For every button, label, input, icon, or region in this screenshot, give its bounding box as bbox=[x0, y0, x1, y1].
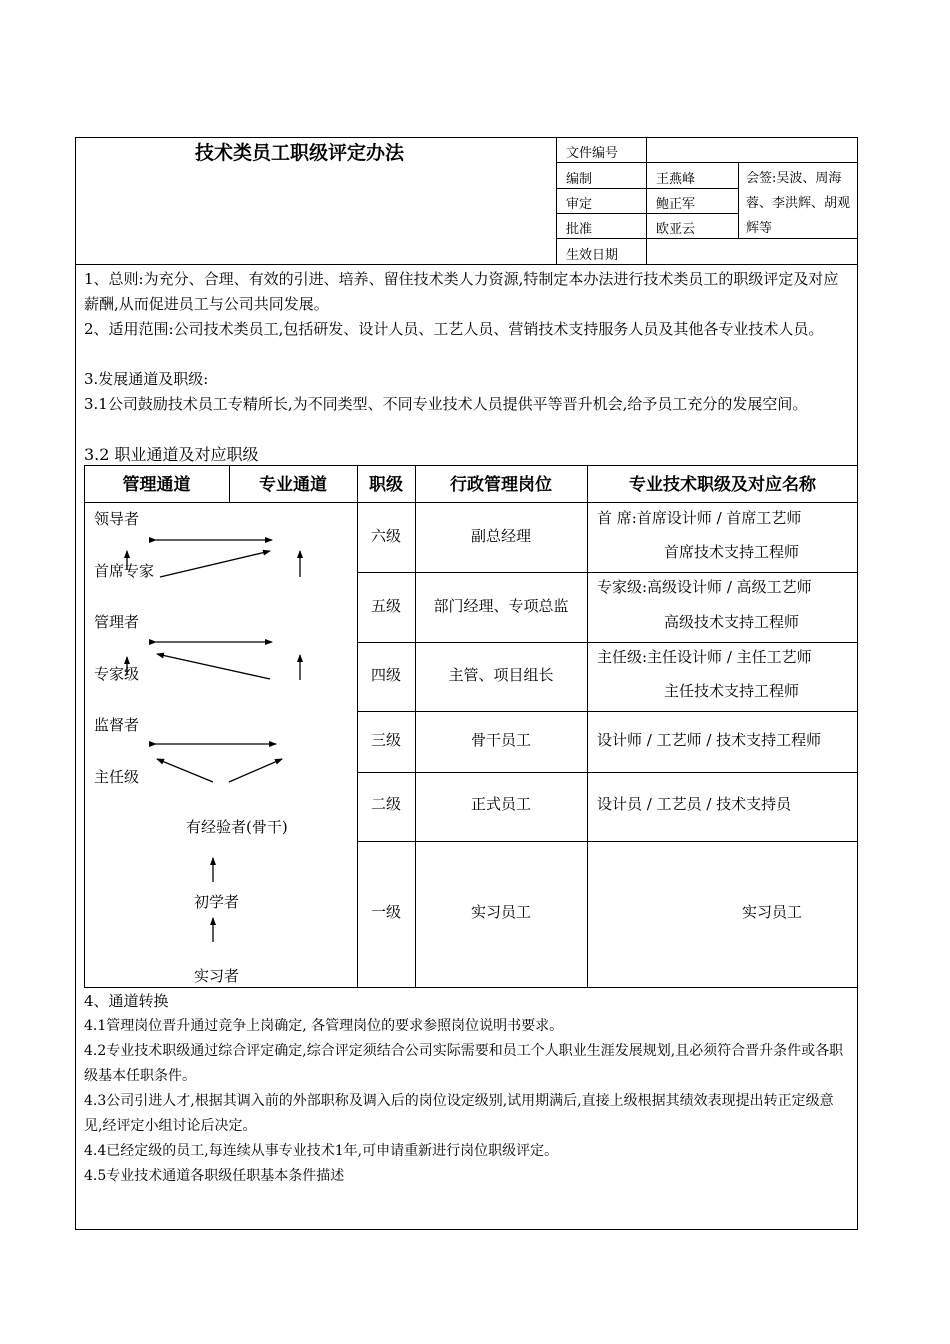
tech-4-line1: 主任级:主任设计师 / 主任工艺师 bbox=[597, 648, 812, 666]
grade-3: 三级 bbox=[370, 731, 401, 749]
diagram-director: 主任级 bbox=[94, 768, 140, 786]
tech-6-line1: 首 席:首席设计师 / 首席工艺师 bbox=[597, 509, 802, 527]
diagram-leader: 领导者 bbox=[94, 510, 140, 528]
post-6: 副总经理 bbox=[470, 527, 531, 545]
diag-arrow-mid bbox=[157, 654, 270, 679]
section-title: 3.2 职业通道及对应职级 bbox=[84, 445, 259, 464]
post-5: 部门经理、专项总监 bbox=[433, 597, 569, 615]
tech-5-line1: 专家级:高级设计师 / 高级工艺师 bbox=[597, 578, 812, 596]
diagram-intern: 实习者 bbox=[194, 967, 240, 985]
diagram-chief-expert: 首席专家 bbox=[94, 562, 155, 580]
intro-scope: 2、适用范围:公司技术类员工,包括研发、设计人员、工艺人员、营销技术支持服务人员及其他各专业技术人员。 bbox=[84, 320, 824, 338]
conversion-4-5: 4.5专业技术通道各职级任职基本条件描述 bbox=[84, 1168, 345, 1184]
post-2: 正式员工 bbox=[470, 795, 531, 813]
diagram-experienced: 有经验者(骨干) bbox=[186, 818, 288, 836]
diagram-expert: 专家级 bbox=[94, 665, 140, 683]
grade-1: 一级 bbox=[370, 903, 401, 921]
tech-6-line2: 首席技术支持工程师 bbox=[664, 543, 800, 561]
value-approved: 欧亚云 bbox=[656, 222, 696, 237]
diagram-manager: 管理者 bbox=[94, 613, 140, 631]
grade-4: 四级 bbox=[370, 666, 401, 684]
post-3: 骨干员工 bbox=[470, 731, 531, 749]
conversion-4-3: 4.3公司引进人才,根据其调入前的外部职称及调入后的岗位设定级别,试用期满后,直接上级根据其绩效表现提出转正定级意见,经评定小组讨论后决定。 bbox=[84, 1093, 834, 1134]
intro-general: 1、总则:为充分、合理、有效的引进、培养、留住技术类人力资源,特制定本办法进行技术类员工的职级评定及对应薪酬,从而促进员工与公司共同发展。 bbox=[84, 270, 839, 313]
header-grade: 职级 bbox=[369, 475, 403, 495]
label-approved: 批准 bbox=[566, 222, 593, 237]
header-admin-post: 行政管理岗位 bbox=[450, 475, 552, 495]
label-file-number: 文件编号 bbox=[566, 146, 619, 161]
value-reviewed: 鲍正军 bbox=[656, 197, 696, 212]
label-compiled: 编制 bbox=[566, 172, 593, 187]
label-effective-date: 生效日期 bbox=[566, 248, 619, 263]
diag-arrow-low-right bbox=[229, 759, 282, 782]
header-professional-channel: 专业通道 bbox=[259, 475, 327, 495]
diagram-beginner: 初学者 bbox=[194, 893, 240, 911]
diagram-supervisor: 监督者 bbox=[94, 716, 140, 734]
grade-6: 六级 bbox=[370, 527, 401, 545]
post-4: 主管、项目组长 bbox=[448, 666, 554, 684]
label-reviewed: 审定 bbox=[566, 197, 593, 212]
countersign: 会签:吴波、周海蓉、李洪辉、胡观辉等 bbox=[746, 171, 851, 236]
tech-4-line2: 主任技术支持工程师 bbox=[664, 682, 800, 700]
tech-1: 实习员工 bbox=[742, 903, 803, 921]
header-tech-grade: 专业技术职级及对应名称 bbox=[629, 475, 816, 495]
conversion-4-4: 4.4已经定级的员工,每连续从事专业技术1年,可申请重新进行岗位职级评定。 bbox=[84, 1143, 559, 1159]
post-1: 实习员工 bbox=[470, 903, 531, 921]
grade-2: 二级 bbox=[370, 795, 401, 813]
intro-channels: 3.发展通道及职级: bbox=[84, 370, 209, 388]
intro-encourage: 3.1公司鼓励技术员工专精所长,为不同类型、不同专业技术人员提供平等晋升机会,给予员工充分的发展空间。 bbox=[84, 395, 808, 413]
tech-2: 设计员 / 工艺员 / 技术支持员 bbox=[597, 795, 792, 813]
tech-3: 设计师 / 工艺师 / 技术支持工程师 bbox=[597, 731, 822, 749]
value-compiled: 王燕峰 bbox=[656, 172, 696, 187]
document-title: 技术类员工职级评定办法 bbox=[195, 142, 405, 164]
tech-5-line2: 高级技术支持工程师 bbox=[664, 613, 800, 631]
grade-5: 五级 bbox=[370, 597, 401, 615]
header-management-channel: 管理通道 bbox=[122, 475, 191, 495]
conversion-4-1: 4.1管理岗位晋升通过竞争上岗确定, 各管理岗位的要求参照岗位说明书要求。 bbox=[84, 1018, 564, 1034]
conversion-title: 4、通道转换 bbox=[84, 992, 169, 1010]
diag-arrow-top bbox=[160, 551, 270, 577]
conversion-4-2: 4.2专业技术职级通过综合评定确定,综合评定须结合公司实际需要和员工个人职业生涯发展规划,且必须符合晋升条件或各职级基本任职条件。 bbox=[84, 1043, 844, 1084]
diag-arrow-low-left bbox=[157, 759, 213, 782]
